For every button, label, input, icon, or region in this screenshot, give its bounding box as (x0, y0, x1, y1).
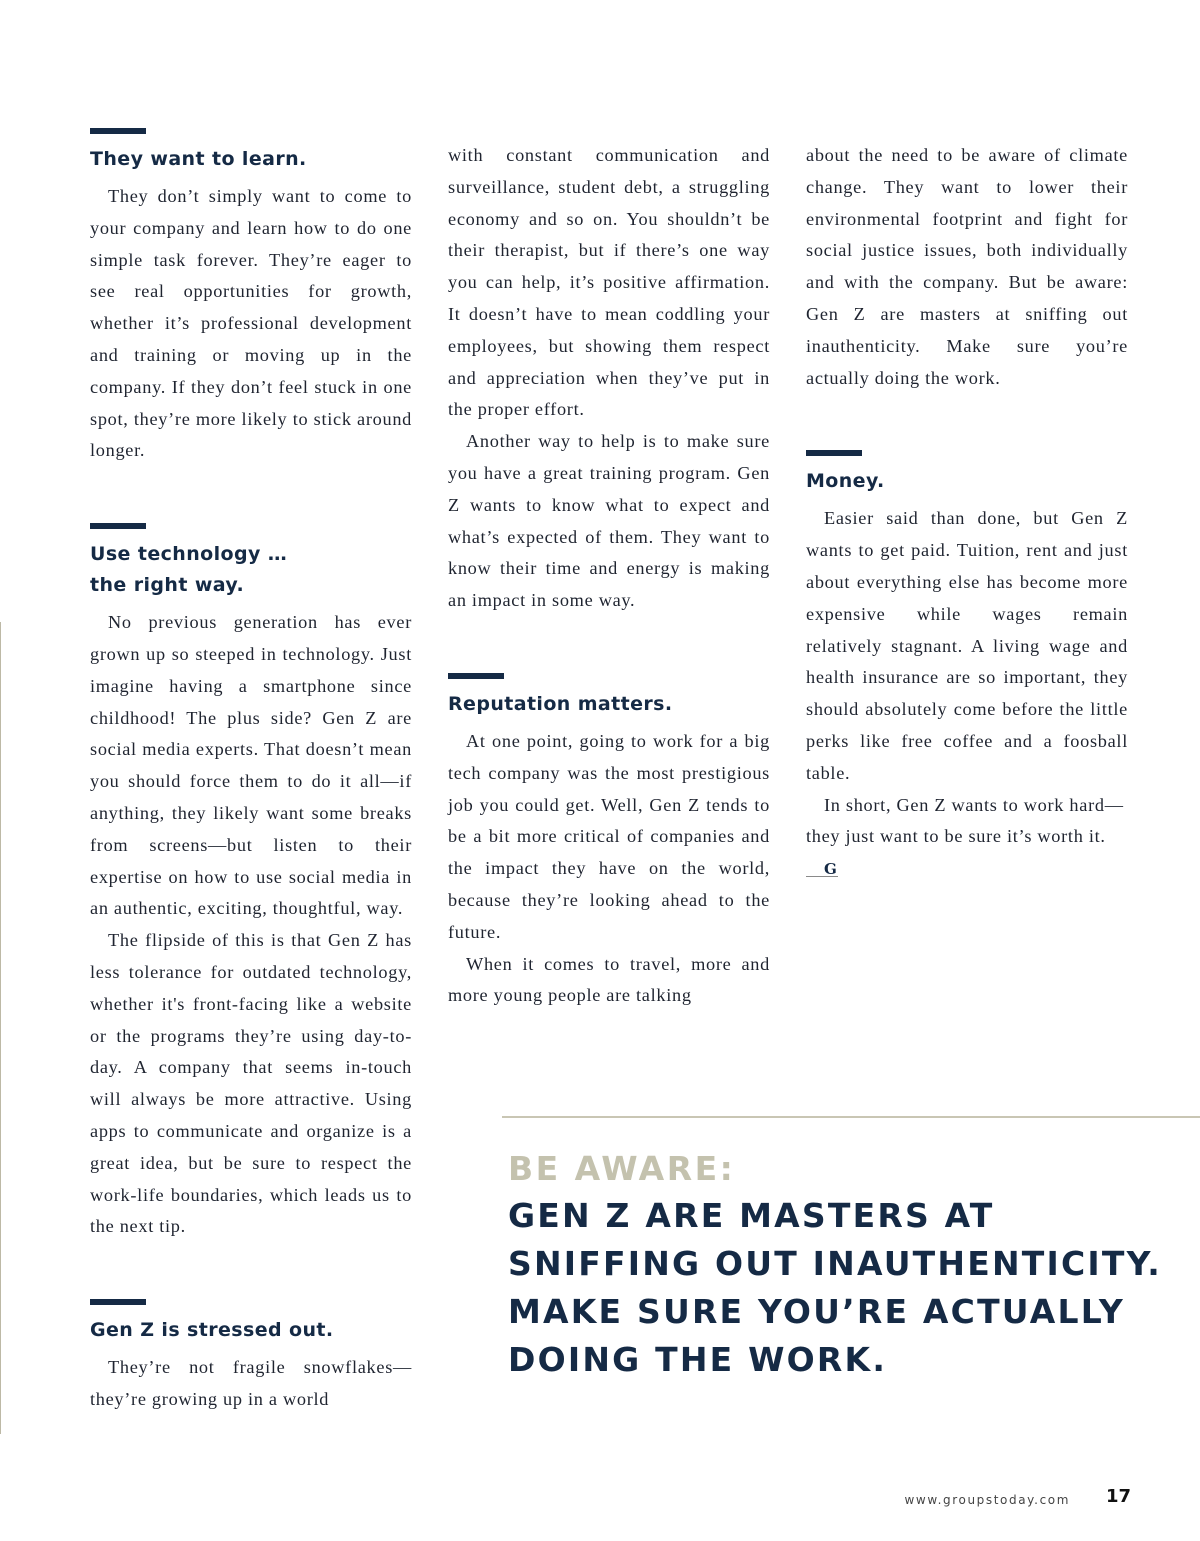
heading-line-1: Use technology … (90, 543, 288, 566)
section-bar (90, 128, 146, 134)
reputation-paragraph-2-start: When it comes to travel, more and more young people are talking (448, 953, 770, 1006)
money-paragraph-1: Easier said than done, but Gen Z wants to get paid. Tuition, rent and just about everything else has become more expensive while wages remain relatively stagnant. A living wage and health insurance are so important, they should absolutely come before the little perks like free coffee and a foosball table. (806, 508, 1128, 783)
reputation-paragraph-continued: about the need to be aware of climate change. They want to lower their environmental footprint and fight for social justice issues, both individually and with the company. But be aware: Gen Z are masters at sniffing out inauthenticity. Make sure you’re actually doing the work. (806, 145, 1128, 388)
column-3 (806, 140, 1128, 885)
heading-line-2: the right way. (90, 574, 245, 597)
tech-paragraph-2: The flipside of this is that Gen Z has less tolerance for outdated technology, whether it's front-facing like a website or the programs they’re using day-to-day. A company that seems in-touch will always be more attractive. Using apps to communicate and organize is a great idea, but be sure to respect the work-life boundaries, which leads us to the next tip. (90, 930, 412, 1237)
section-bar (90, 523, 146, 529)
heading-money: Money. (806, 470, 885, 493)
heading-want-to-learn: They want to learn. (90, 148, 307, 170)
page-number: 17 (1106, 1486, 1132, 1507)
tech-paragraph-1: No previous generation has ever grown up so steeped in technology. Just imagine having a smartphone since childhood! The plus side? Gen Z are social media experts. That doesn’t mean you should force them to do it all—if anything, they likely want some breaks from screens—but listen to their expertise on how to use social media in an authentic, exciting, thoughtful, way. (90, 612, 412, 919)
pull-quote-lead: BE AWARE: (508, 1149, 736, 1188)
learn-paragraph: They don’t simply want to come to your company and learn how to do one simple task forever. They’re eager to see real opportunities for growth, whether it’s professional development and training or moving up in the company. If they don’t feel stuck in one spot, they’re more likely to stick around longer. (90, 186, 412, 461)
heading-reputation-matters: Reputation matters. (448, 692, 673, 715)
money-paragraph-2 (806, 790, 1128, 885)
page-edge-rule (0, 622, 1, 1434)
money-paragraph-2-text: In short, Gen Z wants to work hard—they just want to be sure it’s worth it. (806, 794, 1124, 847)
stress-paragraph-continued: with constant communication and surveillance, student debt, a struggling economy and so on. You shouldn’t be their therapist, but if there’s one way you can help, it’s positive affirmation. It doesn’t have to mean coddling your employees, but showing them respect and appreciation when they’ve put in the proper effort. (448, 145, 770, 420)
pull-quote-line-4: DOING THE WORK. (508, 1340, 888, 1379)
end-mark-icon: G (806, 862, 838, 877)
pull-quote (508, 1146, 1188, 1384)
section-bar (448, 673, 504, 679)
footer-url[interactable]: www.groupstoday.com (904, 1493, 1070, 1507)
heading-stressed-out: Gen Z is stressed out. (90, 1319, 334, 1342)
stress-paragraph-2: Another way to help is to make sure you have a great training program. Gen Z wants to know what to expect and what’s expected of them. They want to know their time and energy is making an impact in some way. (448, 431, 770, 611)
stress-paragraph-start: They’re not fragile snowflakes—they’re growing up in a world (90, 1357, 412, 1409)
pull-quote-line-3: MAKE SURE YOU’RE ACTUALLY (508, 1292, 1125, 1331)
section-bar (806, 450, 862, 456)
section-bar (90, 1299, 146, 1305)
column-1 (90, 128, 412, 1416)
column-2 (448, 140, 770, 1012)
callout-rule (502, 1116, 1200, 1118)
pull-quote-line-2: SNIFFING OUT INAUTHENTICITY. (508, 1244, 1162, 1283)
heading-use-technology (90, 539, 412, 601)
reputation-paragraph-1: At one point, going to work for a big tech company was the most prestigious job you could get. Well, Gen Z tends to be a bit more critical of companies and the impact they have on the world, because they’re looking ahead to the future. (448, 730, 770, 942)
pull-quote-line-1: GEN Z ARE MASTERS AT (508, 1196, 995, 1235)
